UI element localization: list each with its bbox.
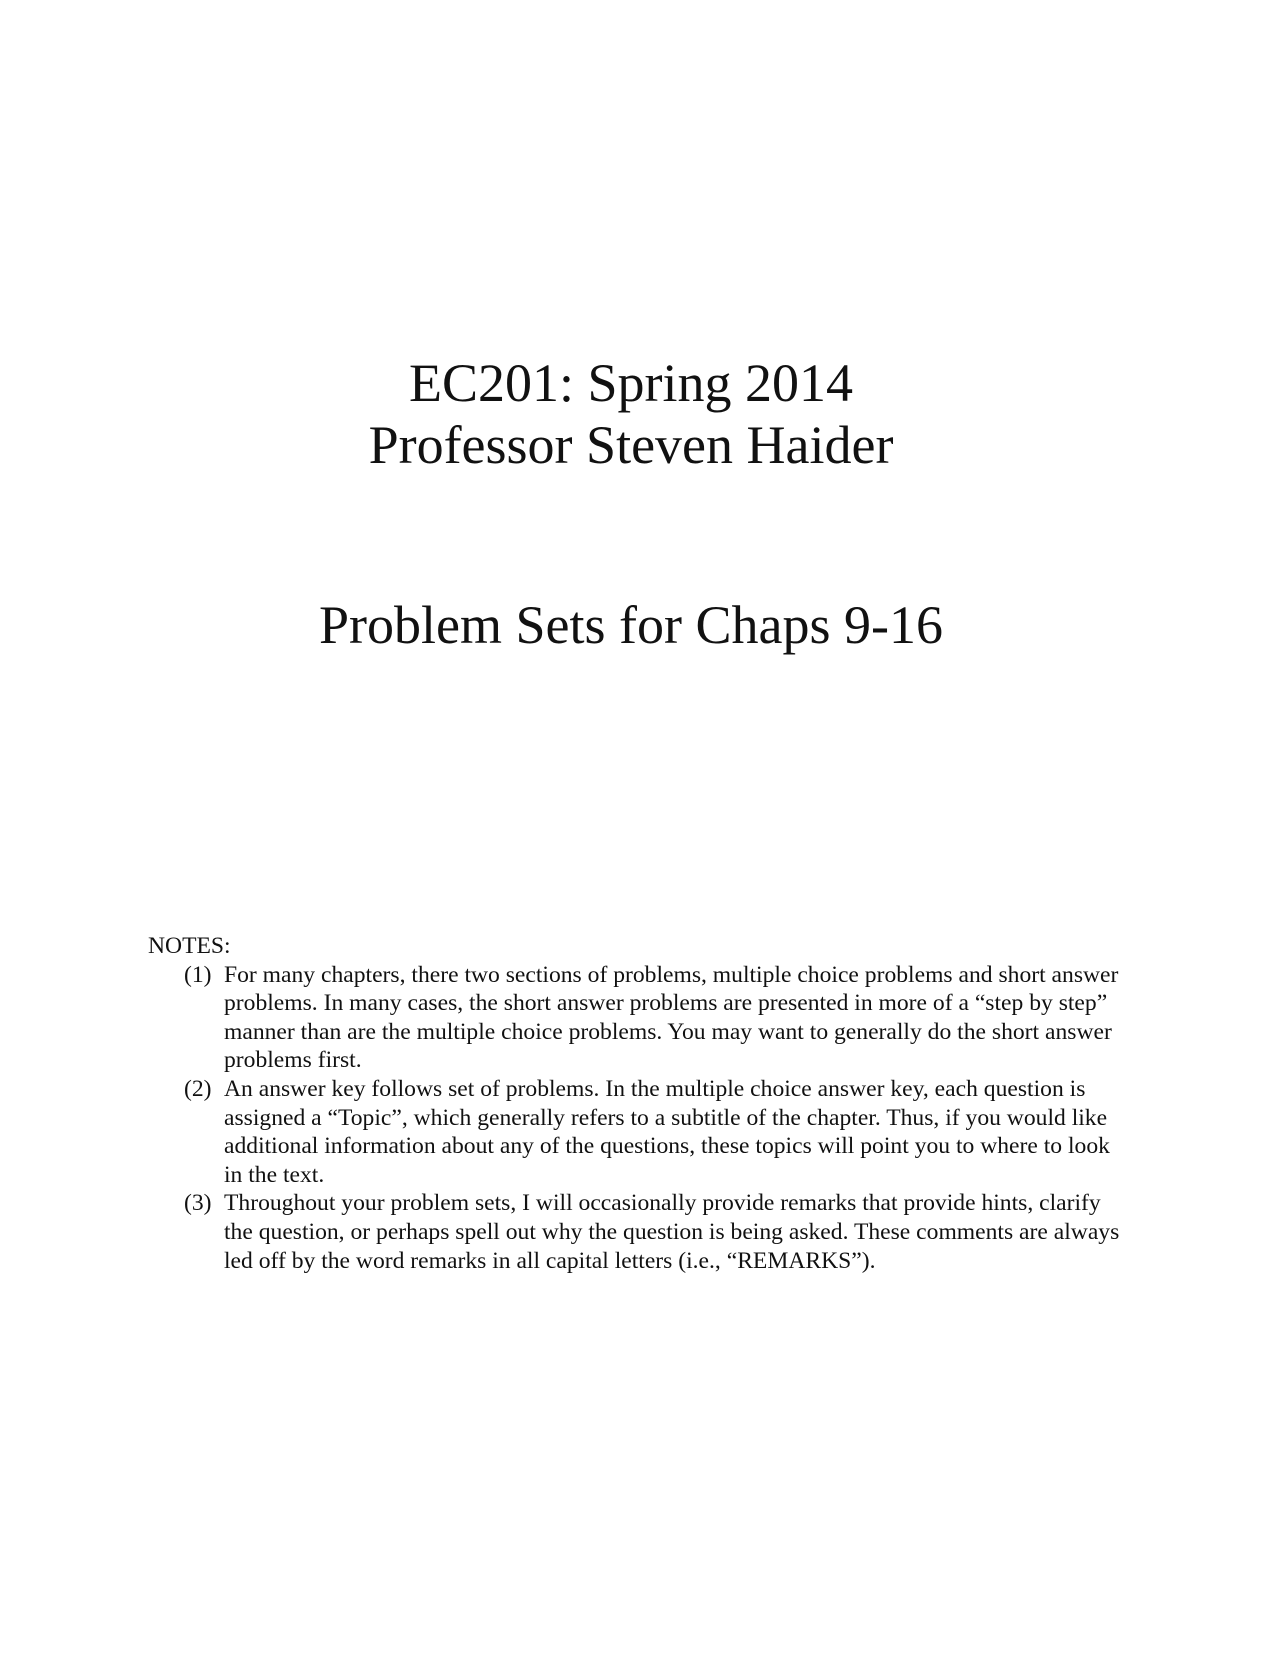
note-number: (2) — [184, 1075, 212, 1102]
notes-list — [148, 961, 1128, 1276]
course-title: EC201: Spring 2014 — [408, 353, 854, 413]
note-text: An answer key follows set of problems. In the multiple choice answer key, each question is assigned a “Topic”, which generally refers to a subtitle of the chapter. Thus, if you would like additional information about any of the questions, these topics will point you to where to look in the text. — [224, 1075, 1110, 1188]
document-subtitle: Problem Sets for Chaps 9-16 — [319, 595, 943, 655]
notes-heading: NOTES: — [148, 933, 231, 959]
note-number: (1) — [184, 961, 212, 988]
note-item-3 — [148, 1189, 1128, 1275]
note-text: Throughout your problem sets, I will occasionally provide remarks that provide hints, clarify the question, or perhaps spell out why the question is being asked. These comments are always led off by the word remarks in all capital letters (i.e., “REMARKS”). — [224, 1190, 1120, 1274]
title-block — [0, 352, 1262, 476]
notes-section — [148, 932, 1128, 1275]
note-number: (3) — [184, 1190, 212, 1217]
note-item-1 — [148, 961, 1128, 1075]
note-item-2 — [148, 1075, 1128, 1189]
professor-name: Professor Steven Haider — [368, 415, 894, 475]
note-text: For many chapters, there two sections of problems, multiple choice problems and short answer problems. In many cases, the short answer problems are presented in more of a “step by step” manner than are the multiple choice problems. You may want to generally do the short answer problems first. — [224, 961, 1119, 1074]
